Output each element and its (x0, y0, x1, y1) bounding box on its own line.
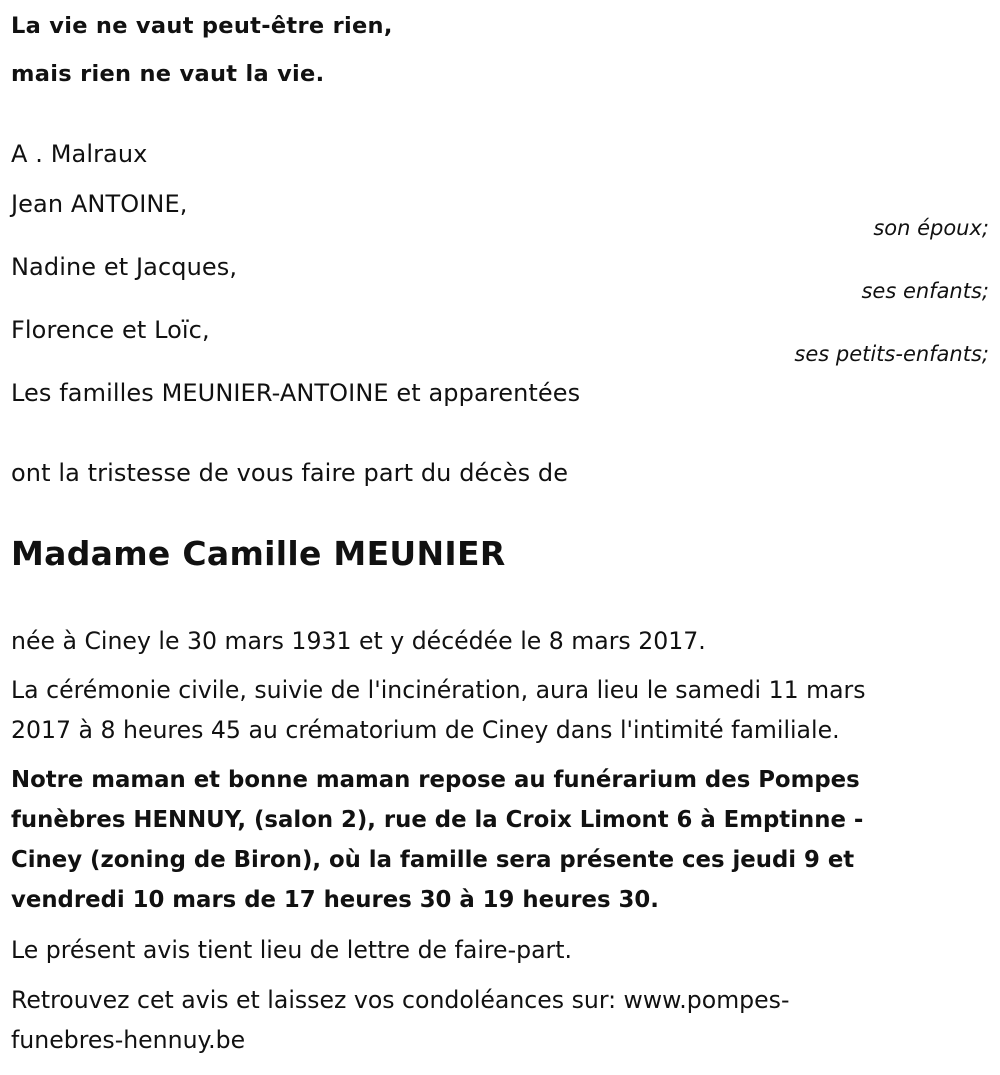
ceremony-line-2: 2017 à 8 heures 45 au crématorium de Ciney dans l'intimité familiale. (11, 716, 840, 744)
visitation-line-3: Ciney (zoning de Biron), où la famille sera présente ces jeudi 9 et (11, 847, 855, 873)
family-member-name: Les familles MEUNIER-ANTOINE et apparentées (11, 379, 581, 407)
ceremony-line-1: La cérémonie civile, suivie de l'incinération, aura lieu le samedi 11 mars (11, 676, 866, 704)
birth-death-text (11, 621, 971, 661)
family-member-relation: ses enfants; (861, 279, 989, 303)
quote-author: A . Malraux (11, 140, 148, 168)
notice-line: Le présent avis tient lieu de lettre de faire-part. (11, 936, 572, 964)
announcement-text: ont la tristesse de vous faire part du décès de (11, 459, 569, 487)
family-member-name: Nadine et Jacques, (11, 253, 238, 281)
family-member-name: Florence et Loïc, (11, 316, 210, 344)
visitation-line-2: funèbres HENNUY, (salon 2), rue de la Croix Limont 6 à Emptinne - (11, 807, 864, 833)
visitation-text (11, 760, 971, 920)
deceased-name: Madame Camille MEUNIER (11, 534, 506, 573)
family-member-relation: ses petits-enfants; (794, 342, 989, 366)
online-line-1: Retrouvez cet avis et laissez vos condoléances sur: www.pompes- (11, 986, 790, 1014)
visitation-line-4: vendredi 10 mars de 17 heures 30 à 19 heures 30. (11, 887, 659, 913)
family-member-name: Jean ANTOINE, (11, 190, 188, 218)
family-member-relation: son époux; (873, 216, 989, 240)
quote-line-1: La vie ne vaut peut-être rien, (11, 13, 393, 39)
online-condolences (11, 980, 971, 1060)
birth-death-line: née à Ciney le 30 mars 1931 et y décédée le 8 mars 2017. (11, 627, 706, 655)
visitation-line-1: Notre maman et bonne maman repose au funérarium des Pompes (11, 767, 860, 793)
online-line-2: funebres-hennuy.be (11, 1026, 246, 1054)
quote-line-2: mais rien ne vaut la vie. (11, 61, 325, 87)
ceremony-text (11, 670, 971, 750)
notice-text (11, 930, 971, 970)
